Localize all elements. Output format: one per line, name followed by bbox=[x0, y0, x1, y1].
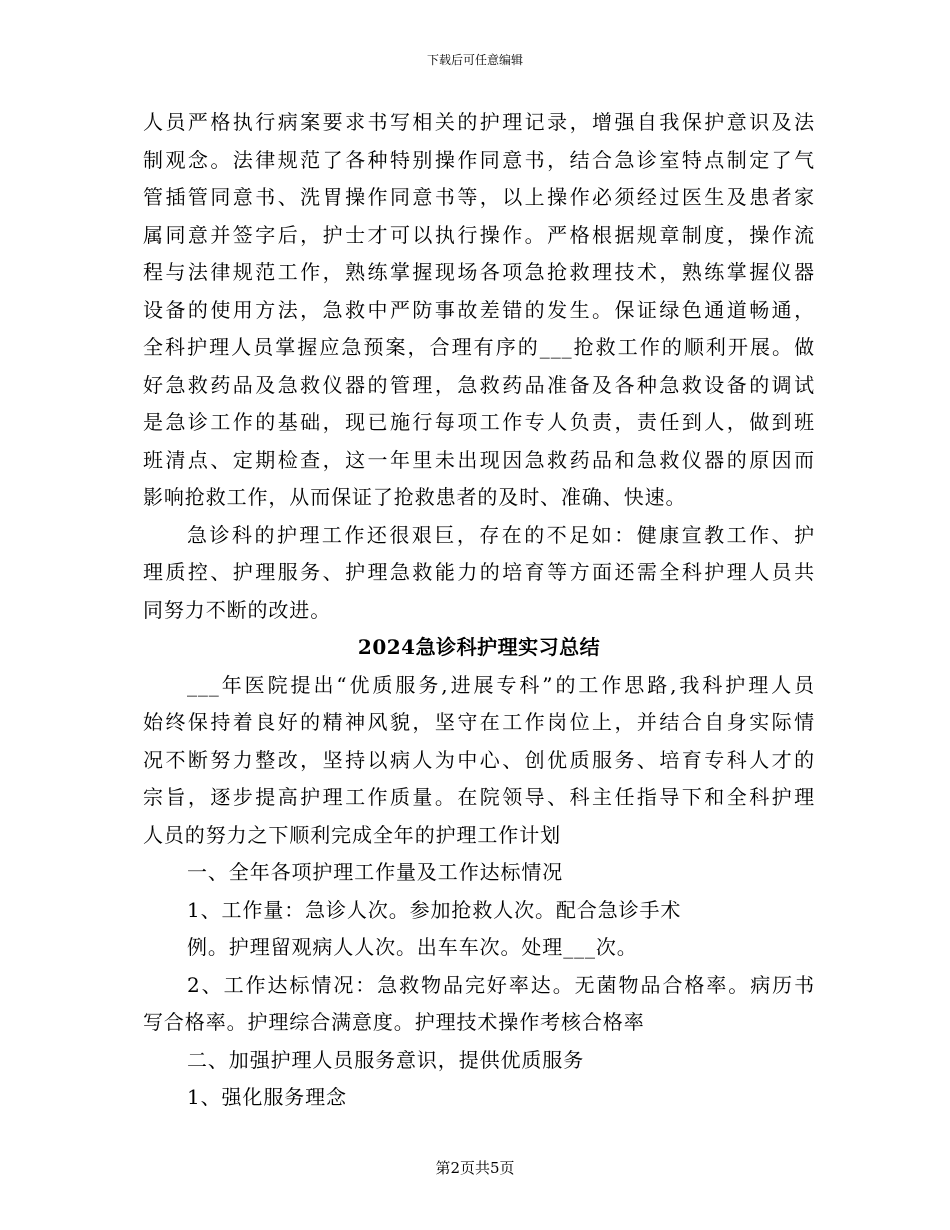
paragraph-line: 同努力不断的改进。 bbox=[143, 597, 332, 622]
paragraph-line: 管插管同意书、洗胃操作同意书等，以上操作必须经过医生及患者家 bbox=[143, 185, 815, 209]
paragraph-line: 是急诊工作的基础，现已施行每项工作专人负责，责任到人，做到班 bbox=[143, 410, 815, 434]
subsection-heading: 1、强化服务理念 bbox=[187, 1085, 347, 1109]
list-item-line: 例。护理留观病人人次。出车车次。处理___次。 bbox=[187, 935, 638, 959]
paragraph-line: 属同意并签字后，护士才可以执行操作。严格根据规章制度，操作流 bbox=[143, 222, 815, 247]
paragraph-line: 人员严格执行病案要求书写相关的护理记录，增强自我保护意识及法 bbox=[143, 110, 815, 134]
paragraph-line: 班清点、定期检查，这一年里未出现因急救药品和急救仪器的原因而 bbox=[143, 447, 815, 472]
document-title: 2024急诊科护理实习总结 bbox=[357, 635, 601, 659]
document-body bbox=[143, 104, 815, 1117]
paragraph-line: 急诊科的护理工作还很艰巨，存在的不足如：健康宣教工作、护 bbox=[187, 522, 815, 547]
paragraph-line: 好急救药品及急救仪器的管理，急救药品准备及各种急救设备的调试 bbox=[143, 372, 815, 397]
paragraph-line: 始终保持着良好的精神风貌，坚守在工作岗位上，并结合自身实际情 bbox=[143, 710, 815, 734]
paragraph-line: 设备的使用方法，急救中严防事故差错的发生。保证绿色通道畅通， bbox=[143, 297, 815, 322]
paragraph-line: 影响抢救工作，从而保证了抢救患者的及时、准确、快速。 bbox=[143, 485, 687, 509]
paragraph-line: 人员的努力之下顺利完成全年的护理工作计划 bbox=[143, 822, 561, 847]
page-header: 下载后可任意编辑 bbox=[426, 53, 523, 67]
page-number: 第2页共5页 bbox=[435, 1159, 515, 1177]
paragraph-line: 制观念。法律规范了各种特别操作同意书，结合急诊室特点制定了气 bbox=[143, 147, 815, 172]
section-heading: 二、加强护理人员服务意识，提供优质服务 bbox=[187, 1047, 585, 1072]
paragraph-line: 宗旨，逐步提高护理工作质量。在院领导、科主任指导下和全科护理 bbox=[143, 785, 815, 809]
paragraph-line: 全科护理人员掌握应急预案，合理有序的___抢救工作的顺利开展。做 bbox=[143, 335, 815, 359]
list-item-line: 写合格率。护理综合满意度。护理技术操作考核合格率 bbox=[143, 1010, 645, 1034]
section-heading: 一、全年各项护理工作量及工作达标情况 bbox=[187, 860, 564, 884]
paragraph-line: 理质控、护理服务、护理急救能力的培育等方面还需全科护理人员共 bbox=[143, 560, 815, 584]
paragraph-line: 程与法律规范工作，熟练掌握现场各项急抢救理技术，熟练掌握仪器 bbox=[143, 260, 815, 284]
list-item-line: 2、工作达标情况：急救物品完好率达。无菌物品合格率。病历书 bbox=[187, 972, 815, 997]
list-item-line: 1、工作量：急诊人次。参加抢救人次。配合急诊手术 bbox=[187, 897, 682, 922]
paragraph-line: 况不断努力整改，坚持以病人为中心、创优质服务、培育专科人才的 bbox=[143, 747, 815, 772]
paragraph-line: ___年医院提出“优质服务,进展专科”的工作思路,我科护理人员 bbox=[187, 672, 815, 697]
